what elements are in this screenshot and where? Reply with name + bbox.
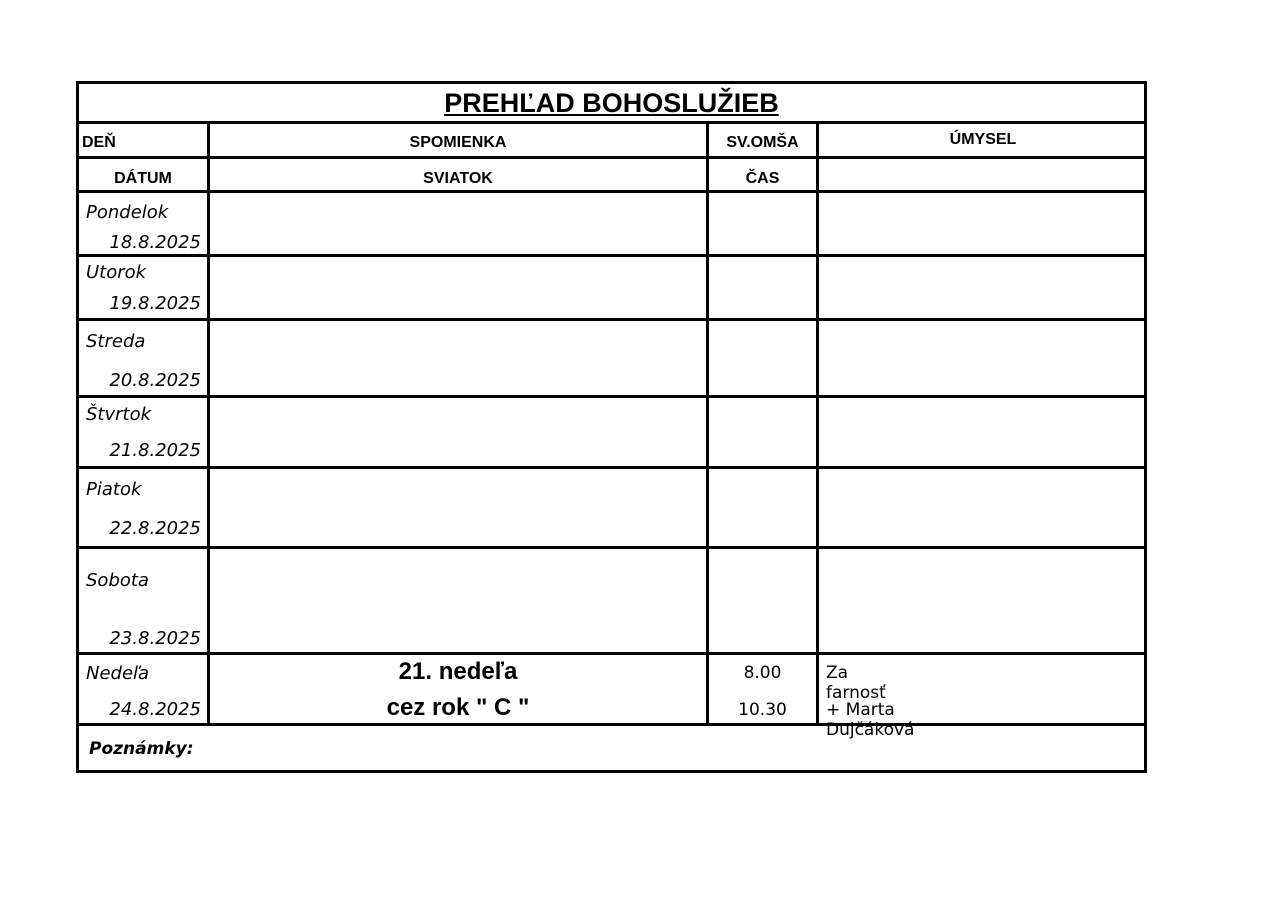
header-cas: ČAS — [745, 170, 780, 187]
mass-intent: + Marta Dujčáková — [826, 700, 915, 740]
header-omsa: SV.OMŠA — [726, 134, 799, 151]
divider — [79, 156, 1144, 159]
divider — [79, 318, 1144, 321]
divider — [79, 190, 1144, 193]
day-name: Pondelok — [86, 202, 169, 223]
mass-intent: Za farnosť — [826, 663, 886, 703]
day-name: Nedeľa — [86, 663, 150, 684]
header-umysel: ÚMYSEL — [949, 131, 1017, 148]
day-date: 24.8.2025 — [109, 699, 201, 720]
divider — [79, 395, 1144, 398]
day-date: 19.8.2025 — [109, 293, 201, 314]
divider — [79, 546, 1144, 549]
divider — [79, 121, 1144, 124]
day-name: Utorok — [86, 262, 147, 283]
feast-line-2: cez rok " C " — [386, 694, 530, 721]
day-date: 21.8.2025 — [109, 440, 201, 461]
day-name: Sobota — [86, 570, 149, 591]
divider — [79, 652, 1144, 655]
day-date: 23.8.2025 — [109, 628, 201, 649]
mass-time: 10.30 — [738, 700, 787, 720]
day-name: Štvrtok — [86, 404, 152, 425]
header-spomienka: SPOMIENKA — [409, 134, 507, 151]
divider — [79, 723, 1144, 726]
schedule-table — [76, 81, 1147, 773]
header-datum: DÁTUM — [114, 170, 172, 187]
header-den: DEŇ — [82, 134, 116, 151]
header-sviatok: SVIATOK — [423, 170, 493, 187]
day-name: Piatok — [86, 479, 142, 500]
divider — [79, 466, 1144, 469]
day-date: 22.8.2025 — [109, 518, 201, 539]
divider — [207, 121, 210, 726]
divider — [816, 121, 819, 726]
day-date: 18.8.2025 — [109, 232, 201, 253]
page-title: PREHĽAD BOHOSLUŽIEB — [444, 88, 779, 118]
divider — [706, 121, 709, 726]
mass-time: 8.00 — [743, 663, 782, 683]
notes-label: Poznámky: — [89, 739, 194, 759]
feast-line-1: 21. nedeľa — [398, 658, 518, 685]
divider — [79, 254, 1144, 257]
day-date: 20.8.2025 — [109, 370, 201, 391]
day-name: Streda — [86, 331, 146, 352]
